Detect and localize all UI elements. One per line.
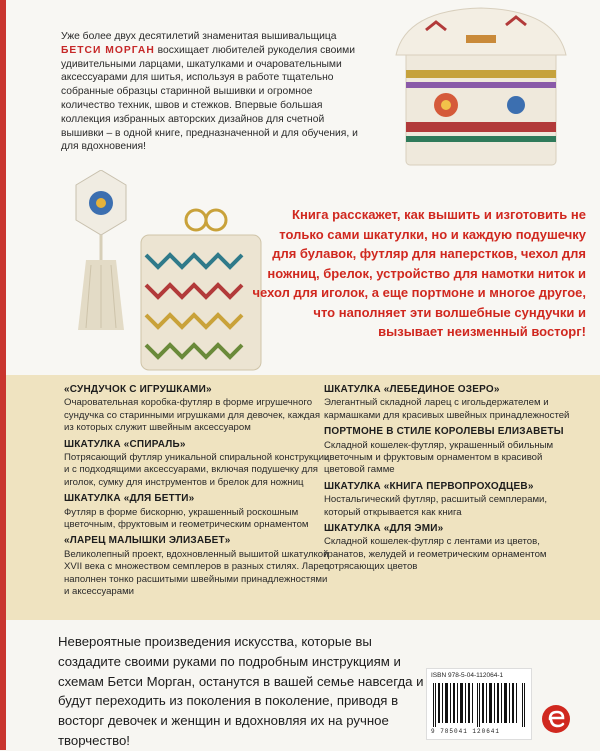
isbn-label: ISBN 978-5-04-112064-1 <box>431 672 504 679</box>
project-title: ШКАТУЛКА «СПИРАЛЬ» <box>64 438 186 450</box>
isbn-barcode-box <box>426 668 532 740</box>
project-description: Очаровательная коробка-футляр в форме игрушечного сундучка со старинными игрушками для девочек, каждая из которых служит швейным аксессуаром <box>64 397 321 434</box>
barcode-graphic <box>433 683 525 727</box>
projects-column-right <box>324 384 574 574</box>
highlight-paragraph: Книга расскажет, как вышить и изготовить не только сами шкатулки, но и каждую подушечку для булавок, футляр для наперстков, чехол для ножниц, брелок, устройство для намотки ниток и чехол для иголок, а еще портмоне и многое другое, что наполняет эти волшебные сундучки и вызывает неизменный восторг! <box>252 207 586 339</box>
project-description: Ностальгический футляр, расшитый семплерами, который открывается как книга <box>324 494 548 518</box>
closing-paragraph: Невероятные произведения искусства, которые вы создадите своими руками по подробным инструкциям и схемам Бетси Морган, останутся в вашей семье навсегда и будут переходить из поколения в поколение, приводя в восторг девочек и женщин и вдохновляя их на ручное творчество! <box>58 634 424 748</box>
barcode-digits: 9 785041 120641 <box>431 728 501 735</box>
project-title: «ЛАРЕЦ МАЛЫШКИ ЭЛИЗАБЕТ» <box>64 535 231 547</box>
project-description: Великолепный проект, вдохновленный вышитой шкатулкой XVII века с множеством семплеров в разных стилях. Ларец наполнен тонко расшитыми швейными принадлежностями и аксессуарами <box>64 548 330 598</box>
embroidered-box-illustration <box>366 0 600 180</box>
intro-paragraph <box>61 30 361 154</box>
project-title: ШКАТУЛКА «КНИГА ПЕРВОПРОХОДЦЕВ» <box>324 480 534 492</box>
scissors-case-illustration <box>46 170 266 375</box>
intro-text-end: восхищает любителей рукоделия своими удивительными ларцами, шкатулками и очаровательными аксессуарами для шитья, используя в работе тщательно собранные образцы старинной вышивки и огромное количество техник, швов и стежков. Впервые большая коллекция избранных авторских дизайнов для счетной вышивки – в одной книге, предназначенной и для обучения, и для вдохновения! <box>61 44 358 153</box>
project-description: Элегантный складной ларец с игольдержателем и кармашками для красивых швейных принадлежностей <box>324 397 570 421</box>
project-title: ПОРТМОНЕ В СТИЛЕ КОРОЛЕВЫ ЕЛИЗАВЕТЫ <box>324 426 564 438</box>
closing-section <box>6 620 600 750</box>
project-title: «СУНДУЧОК С ИГРУШКАМИ» <box>64 384 212 395</box>
project-title: ШКАТУЛКА «ЛЕБЕДИНОЕ ОЗЕРО» <box>324 384 500 395</box>
project-title: ШКАТУЛКА «ДЛЯ БЕТТИ» <box>64 493 195 505</box>
project-description: Футляр в форме бискорню, украшенный роскошным цветочным, фруктовым и геометрическим орнаментом <box>64 506 309 531</box>
photo-section <box>6 0 600 375</box>
projects-panel <box>6 375 600 620</box>
intro-text-start: Уже более двух десятилетий знаменитая вышивальщица <box>61 31 337 42</box>
projects-column-left <box>64 384 332 599</box>
author-name: БЕТСИ МОРГАН <box>61 44 155 56</box>
project-title: ШКАТУЛКА «ДЛЯ ЭМИ» <box>324 523 444 535</box>
project-description: Складной кошелек-футляр с лентами из цветов, гранатов, желудей и геометрическим орнаментом потрясающих цветов <box>324 536 547 573</box>
project-description: Складной кошелек-футляр, украшенный обильным цветочным и фруктовым орнаментом в красивой цветовой гамме <box>324 439 554 476</box>
project-description: Потрясающий футляр уникальной спиральной конструкции и с подходящими аксессуарами, включая подушечку для иголок, сумку для инструментов и брелок для ножниц <box>64 452 330 488</box>
publisher-logo-icon <box>541 704 571 734</box>
